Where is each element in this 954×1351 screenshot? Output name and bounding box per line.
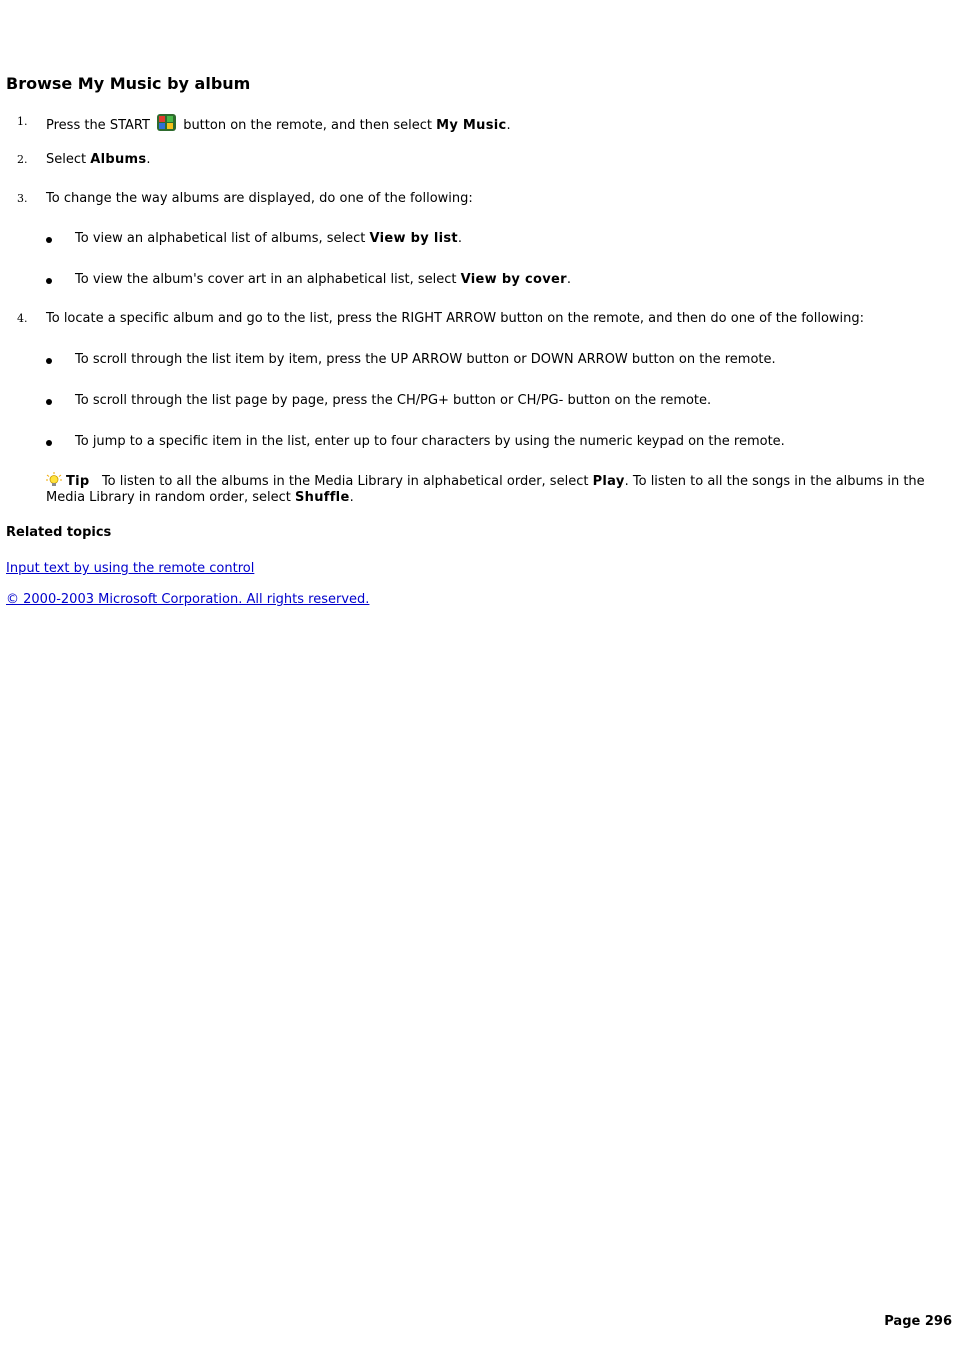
page-number: Page 296	[884, 1314, 952, 1329]
bullet-icon	[46, 237, 52, 243]
bullet-end: .	[457, 231, 463, 246]
step-1-pre: Press the START	[46, 118, 150, 133]
view-by-list-label: View by list	[369, 231, 458, 246]
shuffle-label: Shuffle	[295, 490, 350, 505]
tip-pre: To listen to all the albums in the Media Library in alphabetical order, select	[101, 474, 593, 489]
page-title: Browse My Music by album	[6, 74, 251, 93]
play-label: Play	[592, 474, 625, 489]
step-2-text	[46, 152, 151, 167]
step-1-text	[46, 114, 511, 133]
bullet-icon	[46, 440, 52, 446]
bullet-icon	[46, 399, 52, 405]
tip-mid: . To listen to all the songs in the albums in the Media Library in random order, select	[46, 474, 925, 505]
step-1-post: button on the remote, and then select	[179, 118, 437, 133]
tip-end: .	[349, 490, 354, 505]
bullet-icon	[46, 358, 52, 364]
step-1-end: .	[506, 118, 511, 133]
step-number: 2.	[17, 153, 28, 166]
view-by-cover-label: View by cover	[460, 272, 567, 287]
bullet-icon	[46, 278, 52, 284]
step-number: 3.	[17, 192, 28, 205]
my-music-label: My Music	[436, 118, 507, 133]
albums-label: Albums	[90, 152, 147, 167]
step-4-text: To locate a specific album and go to the list, press the RIGHT ARROW button on the remote, and then do one of the following:	[46, 311, 865, 326]
step-number: 1.	[17, 115, 28, 128]
bullet-pre: To view the album's cover art in an alphabetical list, select	[75, 272, 461, 287]
bullet-pre: To view an alphabetical list of albums, select	[75, 231, 370, 246]
step-number: 4.	[17, 312, 28, 325]
input-text-link[interactable]: Input text by using the remote control	[6, 561, 255, 576]
start-button-icon	[157, 114, 176, 131]
copyright-link[interactable]: © 2000-2003 Microsoft Corporation. All rights reserved.	[6, 592, 370, 607]
related-topics-heading: Related topics	[6, 525, 112, 540]
bullet-scroll-page: To scroll through the list page by page, press the CH/PG+ button or CH/PG- button on the remote.	[75, 393, 712, 408]
lightbulb-icon	[46, 472, 62, 488]
step-2-pre: Select	[46, 152, 91, 167]
step-3-text: To change the way albums are displayed, do one of the following:	[46, 191, 473, 206]
bullet-view-by-cover	[75, 272, 571, 287]
tip-label: Tip	[66, 474, 90, 489]
step-2-end: .	[146, 152, 151, 167]
bullet-jump-item: To jump to a specific item in the list, enter up to four characters by using the numeric keypad on the remote.	[75, 434, 785, 449]
bullet-scroll-item: To scroll through the list item by item, press the UP ARROW button or DOWN ARROW button on the remote.	[75, 352, 776, 367]
bullet-end: .	[566, 272, 571, 287]
bullet-view-by-list	[75, 231, 462, 246]
tip-note	[46, 472, 950, 506]
